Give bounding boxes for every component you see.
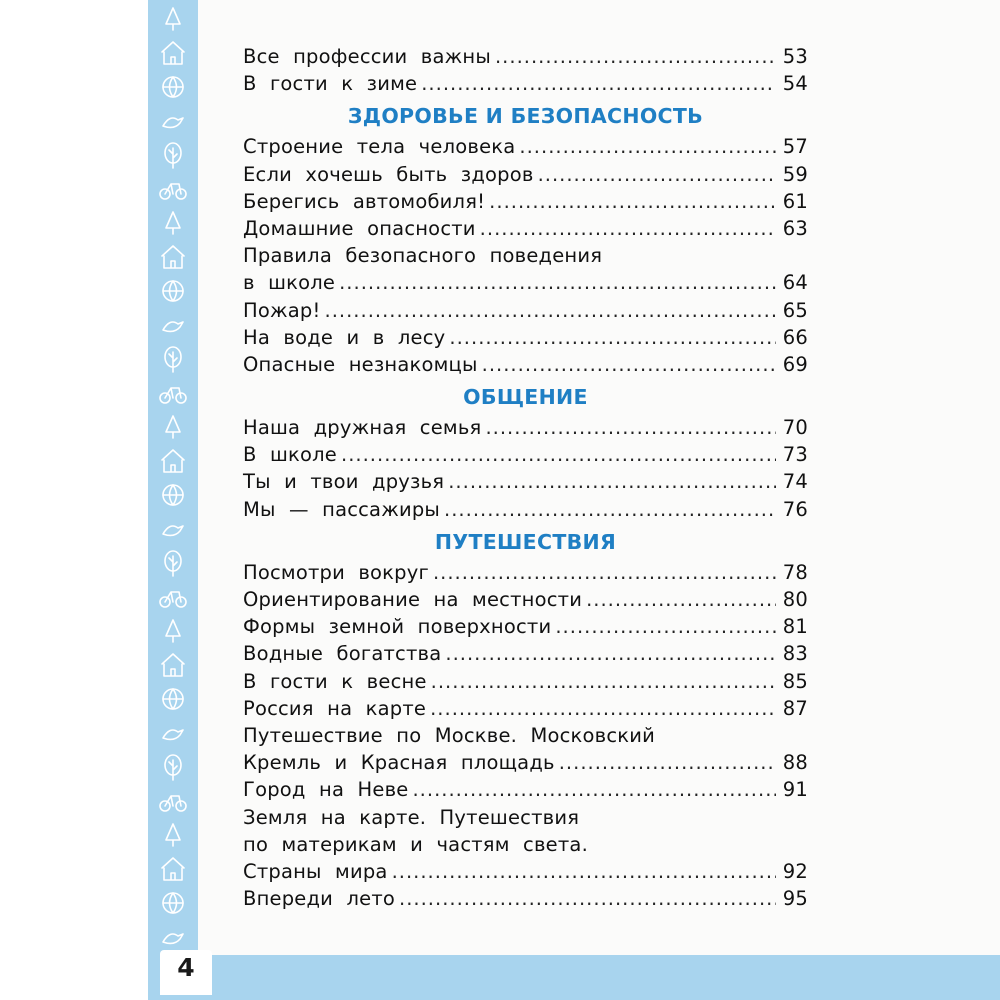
toc-entry-title: Страны мира	[243, 859, 388, 883]
toc-entry	[243, 443, 808, 470]
dot-leader	[392, 860, 776, 883]
dot-leader	[559, 751, 776, 774]
toc-entry	[243, 45, 808, 72]
toc-entry	[243, 299, 808, 326]
toc-entry-title: В гости к весне	[243, 669, 427, 693]
toc-entry-first-line	[243, 724, 808, 751]
toc-entry-title-line: Путешествие по Москве. Московский	[243, 723, 655, 747]
dot-leader	[495, 45, 776, 68]
toc-entry-page: 63	[782, 216, 808, 240]
toc-entry	[243, 217, 808, 244]
toc-entry-page: 70	[782, 416, 808, 440]
toc-entry-title: Россия на карте	[243, 696, 427, 720]
toc-entry-page: 66	[782, 325, 808, 349]
dot-leader	[485, 416, 776, 439]
toc-entry-page: 73	[782, 443, 808, 467]
toc-entry	[243, 72, 808, 99]
toc-entry-title: Домашние опасности	[243, 216, 476, 240]
toc-entry	[243, 697, 808, 724]
toc-entry-title: Опасные незнакомцы	[243, 352, 478, 376]
dot-leader	[449, 326, 776, 349]
toc-entry-page: 69	[782, 352, 808, 376]
toc-entry	[243, 353, 808, 380]
toc-entry-page: 81	[782, 615, 808, 639]
toc-entry-title-line: Земля на карте. Путешествия	[243, 805, 580, 829]
bottom-bar	[148, 955, 1000, 1000]
toc-entry	[243, 498, 808, 525]
toc-entry-title: Кремль и Красная площадь	[243, 751, 555, 775]
toc-entry-page: 91	[782, 778, 808, 802]
dot-leader	[586, 588, 776, 611]
toc-entry-first-line	[243, 806, 808, 833]
toc-entry	[243, 887, 808, 914]
dot-leader	[555, 615, 776, 638]
dot-leader	[448, 470, 776, 493]
dot-leader	[341, 443, 776, 466]
toc-entry	[243, 271, 808, 298]
toc-entry	[243, 561, 808, 588]
toc-entry	[243, 642, 808, 669]
nature-pattern-icon	[148, 0, 198, 955]
toc-entry-page: 78	[782, 560, 808, 584]
toc-entry	[243, 190, 808, 217]
dot-leader	[325, 299, 776, 322]
toc-entry-title: Пожар!	[243, 298, 321, 322]
toc-entry-title: Все профессии важны	[243, 45, 491, 68]
toc-entry-second-line	[243, 833, 808, 860]
toc-entry-page: 95	[782, 887, 808, 911]
toc-entry-title: Берегись автомобиля!	[243, 189, 486, 213]
section-heading-communication: ОБЩЕНИЕ	[463, 385, 588, 410]
toc-entry-title: Впереди лето	[243, 887, 396, 911]
toc-entry-page: 59	[782, 162, 808, 186]
toc-entry-title: Формы земной поверхности	[243, 615, 552, 639]
toc-entry-title: В школе	[243, 443, 337, 467]
toc-entry-title: Водные богатства	[243, 642, 442, 666]
toc-entry-title: Если хочешь быть здоров	[243, 162, 534, 186]
toc-entry-page: 61	[782, 189, 808, 213]
toc-entry-page: 83	[782, 642, 808, 666]
toc-entry	[243, 470, 808, 497]
toc-entry-page: 74	[782, 470, 808, 494]
toc-entry-page: 54	[782, 72, 808, 96]
toc-entry	[243, 163, 808, 190]
toc-entry	[243, 416, 808, 443]
toc-entry-first-line	[243, 244, 808, 271]
toc-entry	[243, 860, 808, 887]
toc-entry-title-line: Правила безопасного поведения	[243, 244, 603, 268]
page-number: 4	[177, 953, 195, 982]
dot-leader	[433, 561, 776, 584]
dot-leader	[431, 670, 776, 693]
dot-leader	[421, 72, 776, 95]
dot-leader	[339, 271, 776, 294]
dot-leader	[538, 163, 776, 186]
toc-entry-page: 76	[782, 497, 808, 521]
section-heading-travel: ПУТЕШЕСТВИЯ	[434, 529, 617, 554]
toc-entry-page: 85	[782, 669, 808, 693]
toc-entry-page: 92	[782, 859, 808, 883]
dot-leader	[399, 887, 776, 910]
toc-entry-page: 64	[782, 271, 808, 295]
toc-entry-title: В гости к зиме	[243, 72, 418, 96]
toc-entry-title: Мы — пассажиры	[243, 497, 441, 521]
toc-entry-title: Строение тела человека	[243, 135, 516, 159]
toc-entry-page: 65	[782, 298, 808, 322]
toc-entry-title: Ты и твои друзья	[243, 470, 445, 494]
toc-entry-page: 87	[782, 696, 808, 720]
dot-leader	[412, 778, 776, 801]
toc-entry	[243, 326, 808, 353]
toc-entry-title: Город на Неве	[243, 778, 409, 802]
toc-entry-page: 53	[782, 45, 808, 68]
toc-entry	[243, 615, 808, 642]
dot-leader	[430, 697, 776, 720]
toc-entry-title: в школе	[243, 271, 336, 295]
toc-entry-title: На воде и в лесу	[243, 325, 446, 349]
toc-entry	[243, 135, 808, 162]
toc-entry-title: Посмотри вокруг	[243, 560, 429, 584]
dot-leader	[519, 135, 776, 158]
dot-leader	[445, 642, 776, 665]
toc-entry-title: Наша дружная семья	[243, 416, 482, 440]
toc-entry-title-line: по материкам и частям света.	[243, 832, 588, 856]
toc-entry	[243, 670, 808, 697]
toc-entry	[243, 588, 808, 615]
dot-leader	[482, 353, 776, 376]
toc-entry-page: 88	[782, 751, 808, 775]
dot-leader	[489, 190, 776, 213]
toc-entry-title: Ориентирование на местности	[243, 588, 583, 611]
table-of-contents	[243, 45, 808, 914]
toc-entry	[243, 751, 808, 778]
section-heading-health: ЗДОРОВЬЕ И БЕЗОПАСНОСТЬ	[347, 104, 704, 129]
dot-leader	[444, 498, 776, 521]
toc-entry	[243, 778, 808, 805]
decorative-side-stripe	[148, 0, 198, 955]
dot-leader	[480, 217, 776, 240]
toc-entry-page: 57	[782, 135, 808, 159]
toc-entry-page: 80	[782, 588, 808, 611]
